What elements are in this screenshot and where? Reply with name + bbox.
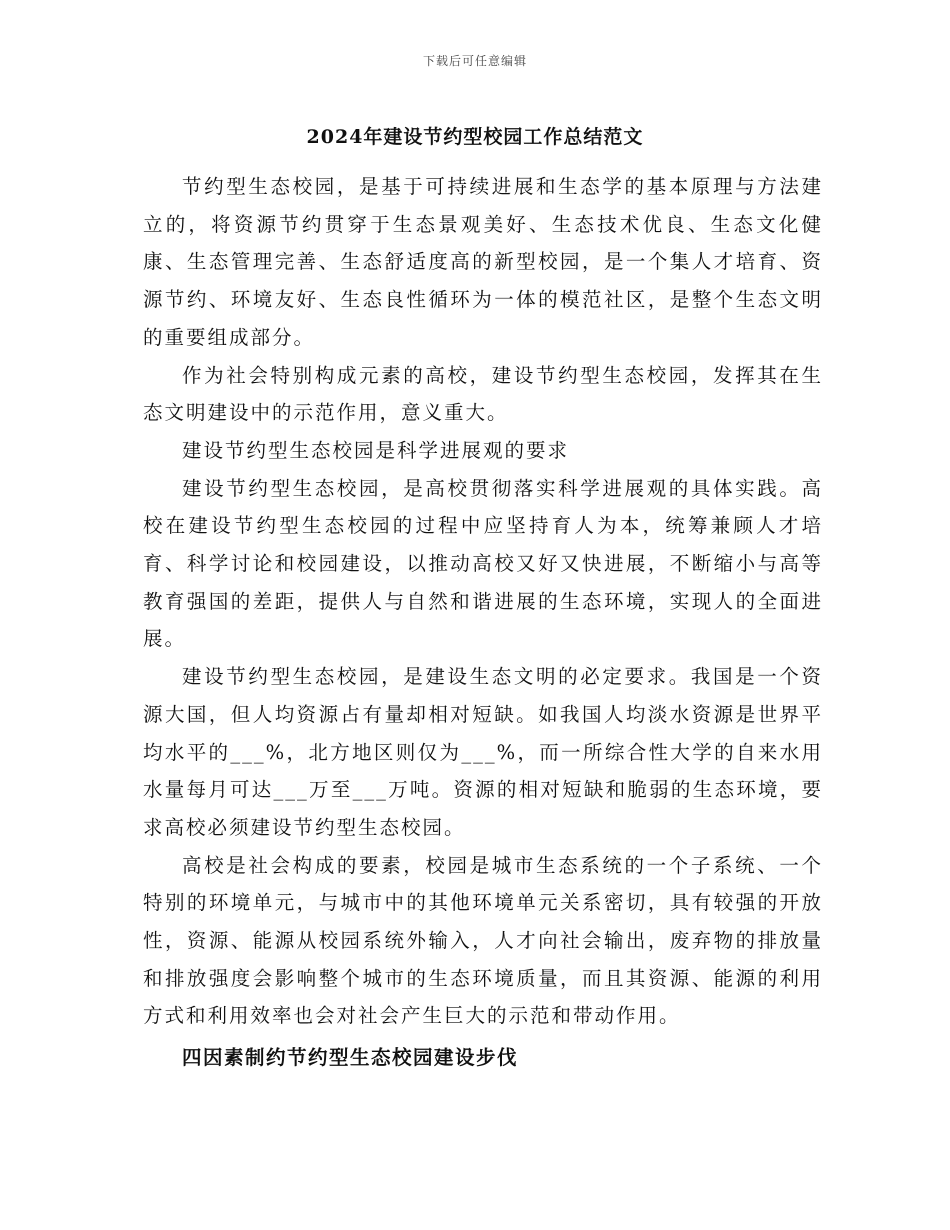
paragraph: 建设节约型生态校园是科学进展观的要求 (182, 438, 570, 462)
paragraph: 节约型生态校园，是基于可持续进展和生态学的基本原理与方法建立的，将资源节约贯穿于生态景观美好、生态技术优良、生态文化健康、生态管理完善、生态舒适度高的新型校园，是一个集人才培育、资源节约、环境友好、生态良性循环为一体的模范社区，是整个生态文明的重要组成部分。 (143, 175, 823, 349)
paragraph: 建设节约型生态校园，是高校贯彻落实科学进展观的具体实践。高校在建设节约型生态校园的过程中应坚持育人为本，统筹兼顾人才培育、科学讨论和校园建设，以推动高校又好又快进展，不断缩小与高等教育强国的差距，提供人与自然和谐进展的生态环境，实现人的全面进展。 (143, 476, 823, 651)
document-title: 2024年建设节约型校园工作总结范文 (306, 126, 644, 148)
section-heading: 四因素制约节约型生态校园建设步伐 (182, 1046, 519, 1070)
paragraph: 建设节约型生态校园，是建设生态文明的必定要求。我国是一个资源大国，但人均资源占有量却相对短缺。如我国人均淡水资源是世界平均水平的___%，北方地区则仅为___%，而一所综合性大学的自来水用水量每月可达___万至___万吨。资源的相对短缺和脆弱的生态环境，要求高校必须建设节约型生态校园。 (143, 665, 823, 839)
document-body (143, 168, 823, 1077)
paragraph: 高校是社会构成的要素，校园是城市生态系统的一个子系统、一个特别的环境单元，与城市中的其他环境单元关系密切，具有较强的开放性，资源、能源从校园系统外输入，人才向社会输出，废弃物的排放量和排放强度会影响整个城市的生态环境质量，而且其资源、能源的利用方式和利用效率也会对社会产生巨大的示范和带动作用。 (143, 853, 823, 1028)
paragraph: 作为社会特别构成元素的高校，建设节约型生态校园，发挥其在生态文明建设中的示范作用，意义重大。 (143, 363, 823, 425)
header-note: 下载后可任意编辑 (422, 54, 527, 68)
